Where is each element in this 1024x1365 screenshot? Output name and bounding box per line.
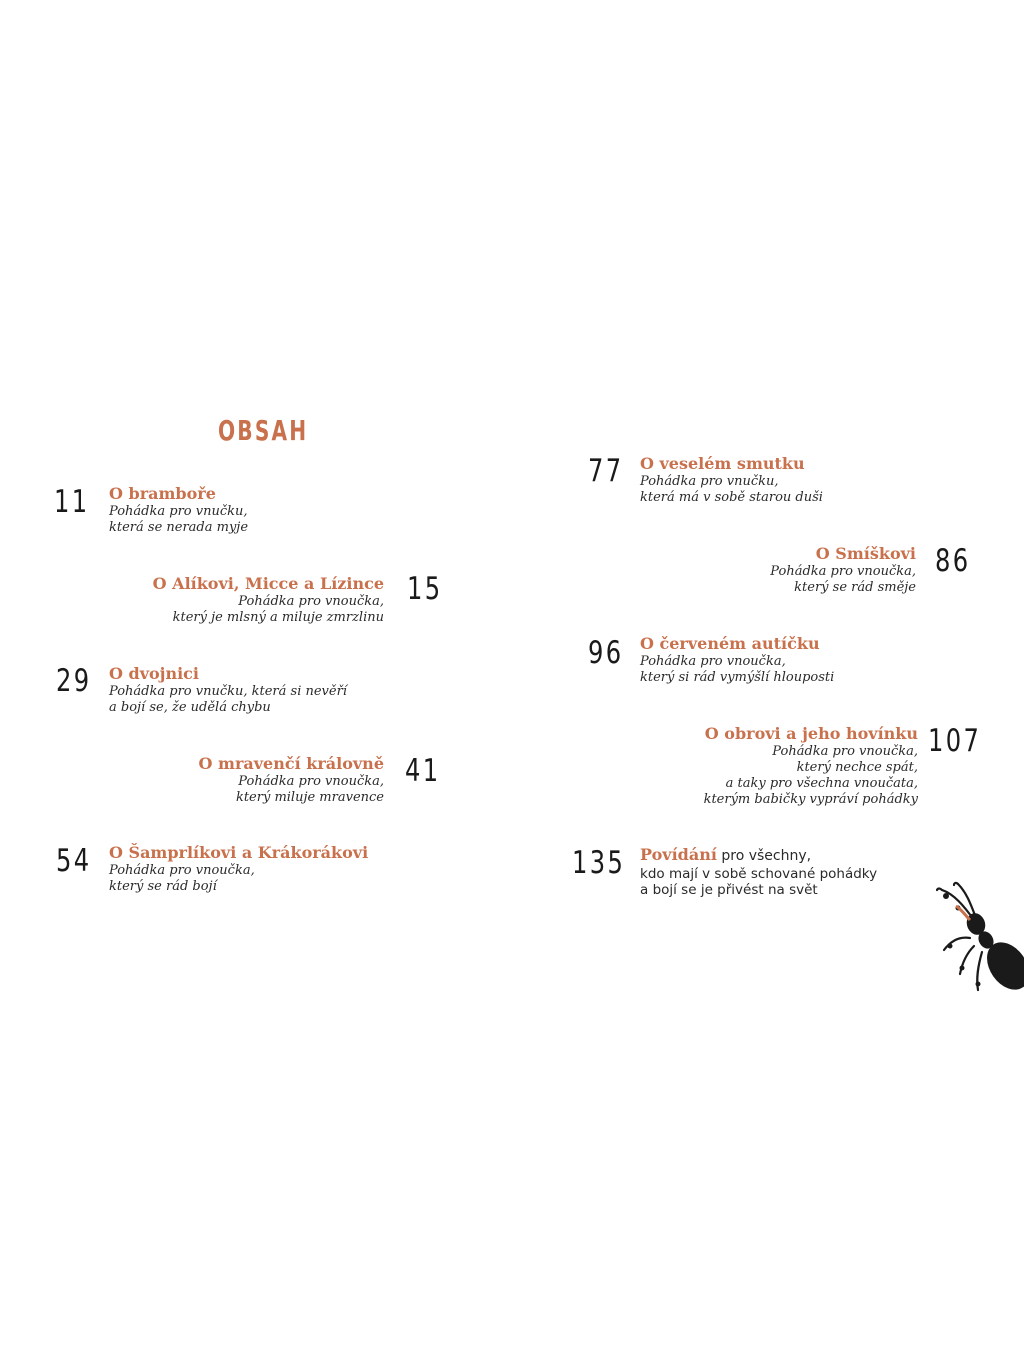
- page-number: 86: [935, 543, 971, 579]
- page-number: 15: [407, 571, 443, 607]
- entry-line: a bojí se, že udělá chybu: [109, 700, 271, 715]
- entry-title: O Smíškovi: [815, 544, 916, 563]
- entry-line: kdo mají v sobě schované pohádky: [640, 866, 878, 882]
- entry-line: Pohádka pro vnoučka,: [772, 744, 918, 759]
- entry-title: O bramboře: [109, 484, 216, 503]
- entry-line: Pohádka pro vnoučka,: [238, 774, 384, 789]
- entry-title: Povídání: [640, 845, 717, 864]
- entry-line: který se rád bojí: [109, 879, 217, 894]
- contents-heading: OBSAH: [218, 414, 309, 447]
- entry-line: který je mlsný a miluje zmrzlinu: [172, 610, 384, 625]
- entry-line: který se rád směje: [794, 580, 916, 595]
- entry-line: Pohádka pro vnoučka,: [238, 594, 384, 609]
- entry-line: Pohádka pro vnučku,: [640, 474, 779, 489]
- page-number: 54: [56, 843, 92, 879]
- entry-title: O obrovi a jeho hovínku: [704, 724, 918, 743]
- page-number: 11: [54, 484, 90, 520]
- entry-line: a bojí se je přivést na svět: [640, 882, 818, 898]
- entry-title: O Šamprlíkovi a Krákorákovi: [109, 843, 369, 862]
- entry-line: a taky pro všechna vnoučata,: [725, 776, 918, 791]
- page-number: 41: [405, 753, 441, 789]
- entry-line: Pohádka pro vnučku,: [109, 504, 248, 519]
- entry-title: O dvojnici: [109, 664, 199, 683]
- entry-line: který nechce spát,: [796, 760, 918, 775]
- entry-line: která se nerada myje: [109, 520, 249, 535]
- entry-line: který miluje mravence: [235, 790, 384, 805]
- entry-line: kterým babičky vypráví pohádky: [703, 792, 918, 807]
- entry-title-rest: pro všechny,: [716, 848, 812, 864]
- page-number: 135: [572, 845, 626, 881]
- entry-title: O červeném autíčku: [640, 634, 820, 653]
- entry-title: O veselém smutku: [640, 454, 805, 473]
- page-number: 29: [56, 663, 92, 699]
- page-number: 107: [928, 723, 982, 759]
- entry-line: Pohádka pro vnučku, která si nevěří: [109, 684, 347, 699]
- page-number: 77: [588, 453, 624, 489]
- entry-line: Pohádka pro vnoučka,: [109, 863, 255, 878]
- ant-illustration: [936, 880, 1024, 996]
- page-number: 96: [588, 635, 624, 671]
- entry-title: O mravenčí královně: [198, 754, 384, 773]
- entry-line: Pohádka pro vnoučka,: [640, 654, 786, 669]
- entry-title: O Alíkovi, Micce a Lízince: [152, 574, 384, 593]
- entry-line: Pohádka pro vnoučka,: [770, 564, 916, 579]
- entry-line: který si rád vymýšlí hlouposti: [640, 670, 835, 685]
- entry-line: která má v sobě starou duši: [640, 490, 823, 505]
